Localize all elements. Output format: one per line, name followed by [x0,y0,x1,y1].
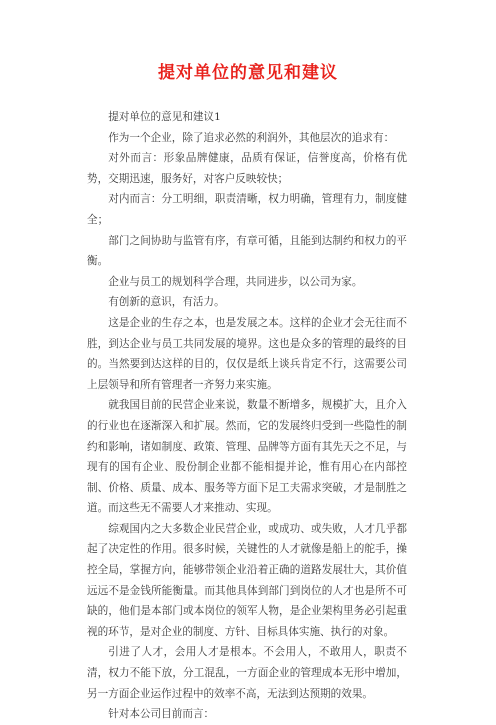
paragraph: 引进了人才，会用人才是根本。不会用人，不敢用人，职责不清，权力不能下放，分工混乱，一方面企业的管理成本无形中增加，另一方面企业运作过程中的效率不高，无法到达预期的效果。 [87,646,407,700]
paragraph: 这是企业的生存之本，也是发展之本。这样的企业才会无往而不胜，到达企业与员工共同发展的境界。这也是众多的管理的最终的目的。当然要到达这样的目的，仅仅是纸上谈兵肯定不行，这需要公司上层领导和所有管理者一齐努力来实施。 [87,316,407,391]
paragraph: 部门之间协助与监管有序，有章可循，且能到达制约和权力的平衡。 [87,234,407,268]
paragraph: 对内而言：分工明细，职责清晰，权力明确，管理有力，制度健全； [87,193,407,226]
paragraph: 综观国内之大多数企业民营企业，或成功、或失败，人才几乎都起了决定性的作用。很多时候，关键性的人才就像是船上的舵手，操控全局，掌握方向，能够带领企业沿着正确的道路发展壮大，其价值远远不是金钱所能衡量。而其他具体到部门到岗位的人才也是所不可缺的，他们是本部门或本岗位的领军人物，是企业架构里务必引起重视的环节，是对企业的制度、方针、目标具体实施、执行的对象。 [87,522,407,638]
document-body [87,107,407,725]
paragraph: 针对本公司目前而言： [108,708,215,721]
paragraph: 企业与员工的规划科学合理，共同进步，以公司为家。 [108,275,363,288]
paragraph: 对外而言：形象品牌健康，品质有保证，信誉度高，价格有优势，交期迅速，服务好，对客户反映较快； [87,152,407,185]
paragraph: 就我国目前的民营企业来说，数量不断增多，规模扩大，且介入的行业也在逐渐深入和扩展。然而，它的发展终归受到一些隐性的制约和影响，诸如制度、政策、管理、品牌等方面有其先天之不足，与现有的国有企业、股份制企业都不能相提并论，惟有用心在内部控制、价格、质量、成本、服务等方面下足工夫需求突破，才是制胜之道。而这些无不需要人才来推动、实现。 [87,399,407,515]
paragraph: 有创新的意识，有活力。 [108,296,225,309]
document-title: 提对单位的意见和建议 [158,63,338,83]
paragraph: 作为一个企业，除了追求必然的利润外，其他层次的追求有： [108,131,395,144]
paragraph: 提对单位的意见和建议1 [108,111,221,123]
